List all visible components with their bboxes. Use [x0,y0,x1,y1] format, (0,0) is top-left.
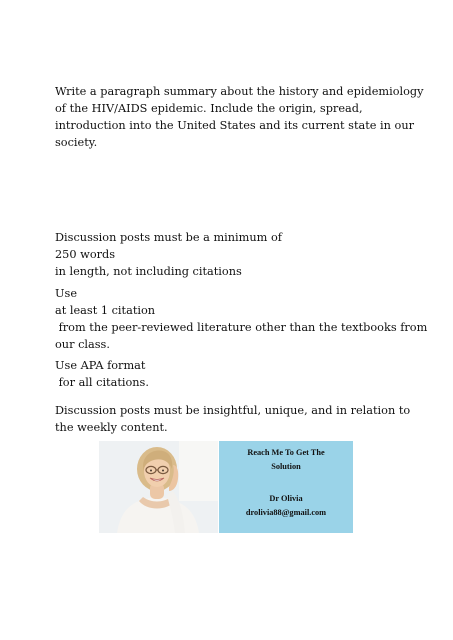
contact-advert-banner [99,441,353,533]
contact-name: Dr Olivia [269,494,303,503]
assignment-prompt [55,83,424,151]
text-line: introduction into the United States and its current state in our [55,119,414,132]
text-line: in length, not including citations [55,265,242,278]
text-line: for all citations. [55,376,149,389]
text-line: our class. [55,338,110,351]
format-requirement [55,357,405,391]
text-line: Discussion posts must be a minimum of [55,231,282,244]
text-line: Use APA format [55,359,146,372]
headline-line-1: Reach Me To Get The [247,448,325,457]
quality-requirement [55,402,411,436]
headline-line-2: Solution [271,462,301,471]
text-line: society. [55,136,98,149]
contact-panel [219,441,353,533]
text-line: 250 words [55,248,116,261]
woman-portrait-illustration [99,441,218,533]
contact-email[interactable]: drolivia88@gmail.com [245,508,327,517]
citation-requirement [55,285,428,353]
length-requirement [55,229,405,280]
text-line: Write a paragraph summary about the history and epidemiology [55,85,424,98]
text-line: of the HIV/AIDS epidemic. Include the origin, spread, [55,102,363,115]
text-line: at least 1 citation [55,304,156,317]
text-line: the weekly content. [55,421,168,434]
text-line: Use [55,287,78,300]
woman-photo [99,441,218,533]
text-line: from the peer-reviewed literature other than the textbooks from [55,321,428,334]
text-line: Discussion posts must be insightful, unique, and in relation to [55,404,411,417]
